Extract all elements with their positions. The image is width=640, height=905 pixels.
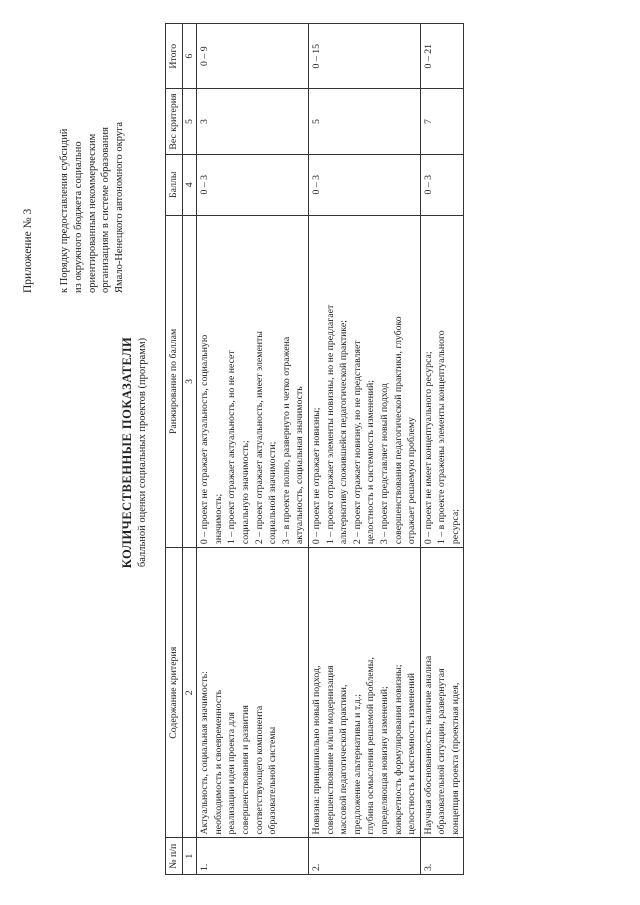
order-line: Ямало-Ненецкого автономного округа xyxy=(114,121,126,293)
criterion-cell xyxy=(197,548,309,838)
ranking-line: 3 – в проекте полно, развернуто и четко отражена xyxy=(280,336,292,545)
document-title: КОЛИЧЕСТВЕННЫЕ ПОКАЗАТЕЛИ xyxy=(120,336,134,569)
weight-value: 3 xyxy=(199,119,211,125)
ranking-line: отражает решаемую проблему xyxy=(406,417,418,545)
column-number: 6 xyxy=(182,24,197,89)
criterion-line: конкретность формулирования новизны; xyxy=(392,664,404,835)
criterion-line: образовательной системы xyxy=(267,726,279,835)
weight-cell xyxy=(197,89,309,154)
total-value: 0 – 15 xyxy=(310,43,322,69)
column-number: 3 xyxy=(182,215,197,547)
ranking-cell xyxy=(308,215,420,547)
criterion-line: определяющая новизну изменений; xyxy=(378,686,390,835)
weight-cell xyxy=(420,89,464,154)
criterion-line: совершенствование и/или модернизация xyxy=(324,665,336,835)
column-number: 1 xyxy=(182,838,197,875)
ranking-line: ресурса; xyxy=(449,509,461,545)
criterion-line: целостность и системность изменений xyxy=(406,673,418,835)
ranking-line: 0 – проект не имеет концептуального ресурса; xyxy=(422,351,434,545)
ranking-line: актуальность, социальная значимость xyxy=(294,386,306,545)
criterion-line: массовой педагогической практики, xyxy=(338,684,350,835)
order-line: ориентированным некоммерческим xyxy=(86,133,98,293)
table-row xyxy=(420,24,464,875)
table-body xyxy=(197,24,464,875)
points-value: 0 – 3 xyxy=(310,174,322,195)
order-line: к Порядку предоставления субсидий xyxy=(59,128,70,293)
ranking-line: совершенствования педагогической практики, глубоко xyxy=(392,316,404,545)
header-points: Баллы xyxy=(166,154,183,215)
criterion-line: глубина осмысления решаемой проблемы, xyxy=(365,657,377,835)
ranking-line: значимость; xyxy=(212,493,224,545)
row-number-cell xyxy=(197,838,309,875)
criterion-line: необходимость и своевременность xyxy=(212,689,224,835)
criterion-line: совершенствования и развития xyxy=(239,705,251,835)
order-line: организациям в системе образования xyxy=(100,127,112,293)
order-line: из окружного бюджета социально xyxy=(72,141,84,293)
weight-value: 5 xyxy=(310,119,322,125)
criterion-line: реализации идеи проекта для xyxy=(226,712,238,835)
weight-value: 7 xyxy=(422,119,434,125)
ranking-line: 2 – проект отражает новизну, но не представляет xyxy=(351,340,363,545)
column-number-row xyxy=(182,24,197,875)
ranking-line: социальную значимость; xyxy=(239,440,251,545)
column-number: 4 xyxy=(182,154,197,215)
column-number: 2 xyxy=(182,548,197,838)
total-cell xyxy=(197,24,309,89)
points-cell xyxy=(197,154,309,215)
document-subtitle: балльной оценки социальных проектов (программ) xyxy=(137,337,148,568)
ranking-line: 1 – проект отражает элементы новизны, но не предлагает xyxy=(324,304,336,545)
criterion-line: предложение альтернативы и т.д.; xyxy=(351,693,363,835)
header-ranking: Ранжирование по баллам xyxy=(166,215,183,547)
points-value: 0 – 3 xyxy=(422,174,434,195)
header-weight: Вес критерия xyxy=(166,89,183,154)
points-cell xyxy=(308,154,420,215)
row-number: 1. xyxy=(199,863,211,871)
ranking-cell xyxy=(420,215,464,547)
header-num: № п/п xyxy=(166,838,183,875)
criteria-table xyxy=(165,23,464,875)
criterion-cell xyxy=(420,548,464,838)
appendix-label: Приложение № 3 xyxy=(22,208,34,293)
row-number: 3. xyxy=(422,863,434,871)
weight-cell xyxy=(308,89,420,154)
ranking-line: социальной значимости; xyxy=(267,441,279,545)
row-number: 2. xyxy=(310,863,322,871)
criterion-line: Новизна: принципиально новый подход, xyxy=(310,665,322,835)
criterion-line: соответствующего компонента xyxy=(253,705,265,835)
ranking-cell xyxy=(197,215,309,547)
ranking-line: 1 – проект отражает актуальность, но не несет xyxy=(226,350,238,545)
total-value: 0 – 9 xyxy=(199,46,211,66)
ranking-line: 3 – проект представляет новый подход xyxy=(378,383,390,545)
points-value: 0 – 3 xyxy=(199,174,211,195)
ranking-line: 1 – в проекте отражены элементы концептуального xyxy=(436,330,448,545)
criterion-line: Научная обоснованность: наличие анализа xyxy=(422,655,434,835)
ranking-line: 0 – проект не отражает новизны; xyxy=(310,407,322,545)
criterion-cell xyxy=(308,548,420,838)
total-value: 0 – 21 xyxy=(422,43,434,69)
header-total: Итого xyxy=(166,24,183,89)
criterion-line: Актуальность, социальная значимость: xyxy=(199,671,211,835)
order-reference xyxy=(58,13,127,293)
table-row xyxy=(308,24,420,875)
ranking-line: целостность и системность изменений; xyxy=(365,379,377,545)
column-number: 5 xyxy=(182,89,197,154)
total-cell xyxy=(308,24,420,89)
ranking-line: 2 – проект отражает актуальность, имеет элементы xyxy=(253,331,265,545)
total-cell xyxy=(420,24,464,89)
points-cell xyxy=(420,154,464,215)
criterion-line: концепция проекта (проектная идея, xyxy=(449,682,461,835)
criterion-line: образовательной ситуации, развернутая xyxy=(436,668,448,835)
row-number-cell xyxy=(420,838,464,875)
table-header-row xyxy=(166,24,183,875)
ranking-line: 0 – проект не отражает актуальность, социальную xyxy=(199,334,211,545)
ranking-line: альтернативу сложившейся педагогической практике; xyxy=(338,320,350,545)
table-row xyxy=(197,24,309,875)
row-number-cell xyxy=(308,838,420,875)
header-criterion: Содержание критерия xyxy=(166,548,183,838)
